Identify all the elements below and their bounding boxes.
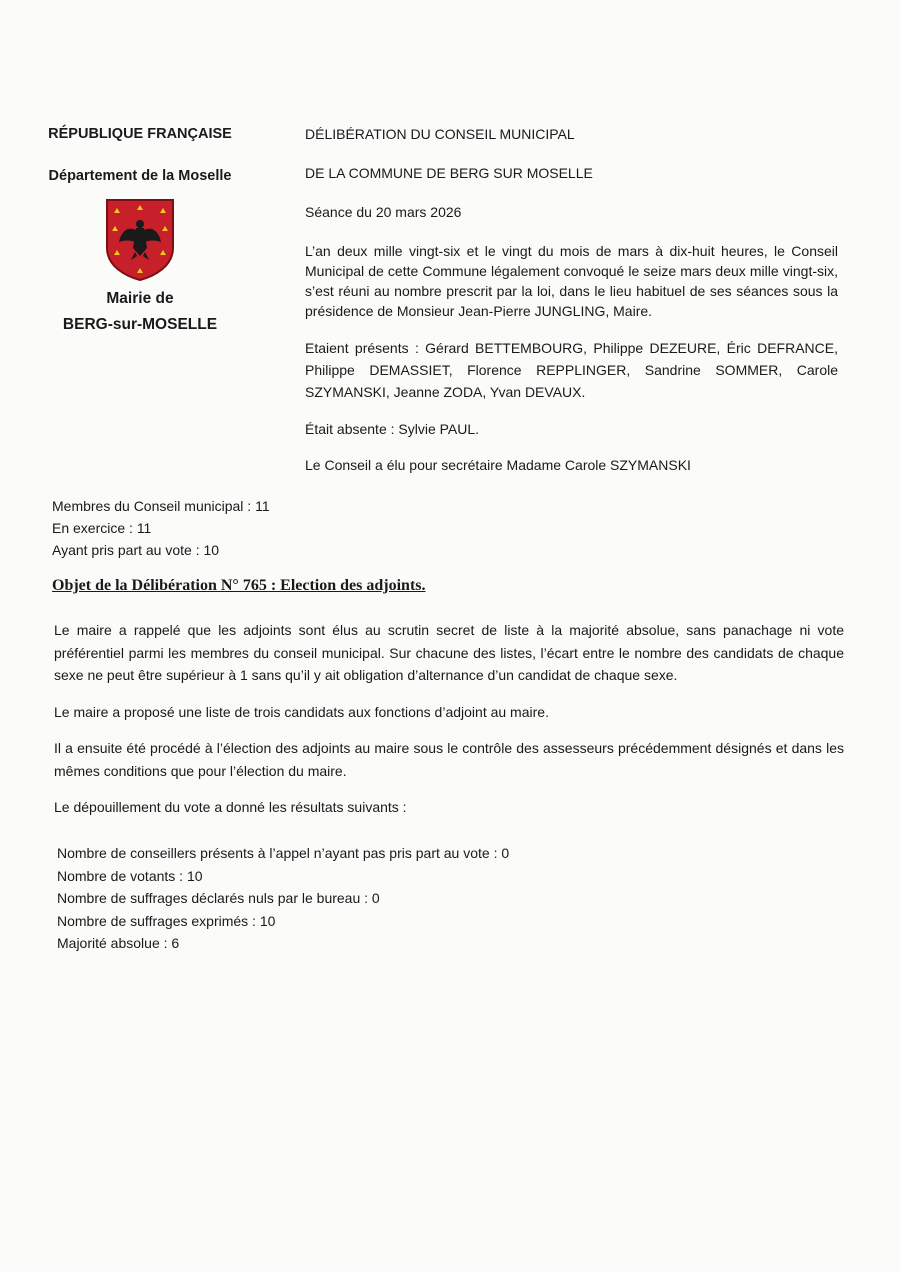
result-line: Nombre de suffrages déclarés nuls par le bureau : 0: [57, 890, 380, 906]
presents-paragraph: Etaient présents : Gérard BETTEMBOURG, Philippe DEZEURE, Éric DEFRANCE, Philippe DEMASSIET, Florence REPPLINGER, Sandrine SOMMER, Carole SZYMANSKI, Jeanne ZODA, Yvan DEVAUX.: [305, 340, 838, 400]
body-paragraph-1: Le maire a rappelé que les adjoints sont élus au scrutin secret de liste à la majorité absolue, sans panachage ni vote préférentiel parmi les membres du conseil municipal. Sur chacune des listes, l’écart entre le nombre des candidats de chaque sexe ne peut être supérieur à 1 sans qu’il y ait obligation d’alternance d’un candidat de chaque sexe.: [54, 622, 844, 683]
body-paragraph-4: Le dépouillement du vote a donné les résultats suivants :: [54, 799, 407, 815]
vote-results: [57, 842, 509, 955]
count-exercice: En exercice : 11: [52, 520, 152, 536]
body-paragraph-2: Le maire a proposé une liste de trois candidats aux fonctions d’adjoint au maire.: [54, 703, 549, 720]
coat-of-arms-icon: [103, 196, 177, 282]
deliberation-body: [54, 619, 844, 833]
seance-date: Séance du 20 mars 2026: [305, 204, 462, 220]
republique-label: RÉPUBLIQUE FRANÇAISE: [48, 126, 232, 142]
count-votants: Ayant pris part au vote : 10: [52, 542, 220, 558]
absent-line: Était absente : Sylvie PAUL.: [305, 421, 480, 437]
commune-title: DE LA COMMUNE DE BERG SUR MOSELLE: [305, 165, 593, 181]
result-line: Nombre de suffrages exprimés : 10: [57, 912, 276, 929]
result-line: Nombre de votants : 10: [57, 867, 203, 884]
body-paragraph-3: Il a ensuite été procédé à l’élection des adjoints au maire sous le contrôle des assesseurs précédemment désignés et dans les mêmes conditions que pour l’élection du maire.: [54, 740, 844, 779]
departement-label: Département de la Moselle: [48, 168, 232, 184]
intro-paragraph: L’an deux mille vingt-six et le vingt du mois de mars à dix-huit heures, le Conseil Municipal de cette Commune légalement convoqué le seize mars deux mille vingt-six, s’est réuni au nombre prescrit par la loi, dans le lieu habituel de ses séances sous la présidence de Monsieur Jean-Pierre JUNGLING, Maire.: [305, 243, 838, 319]
secretaire-line: Le Conseil a élu pour secrétaire Madame Carole SZYMANSKI: [305, 457, 691, 473]
deliberation-title: DÉLIBÉRATION DU CONSEIL MUNICIPAL: [305, 126, 575, 142]
deliberation-header: [305, 124, 838, 475]
deliberation-object-title: Objet de la Délibération N° 765 : Election des adjoints.: [52, 577, 426, 594]
mairie-label: Mairie de: [106, 290, 174, 307]
result-line: Majorité absolue : 6: [57, 935, 180, 951]
member-counts: [52, 495, 270, 561]
result-line: Nombre de conseillers présents à l’appel n’ayant pas pris part au vote : 0: [57, 845, 510, 861]
municipality-header: [40, 126, 240, 334]
count-membres: Membres du Conseil municipal : 11: [52, 498, 270, 514]
commune-name: BERG-sur-MOSELLE: [62, 316, 218, 333]
